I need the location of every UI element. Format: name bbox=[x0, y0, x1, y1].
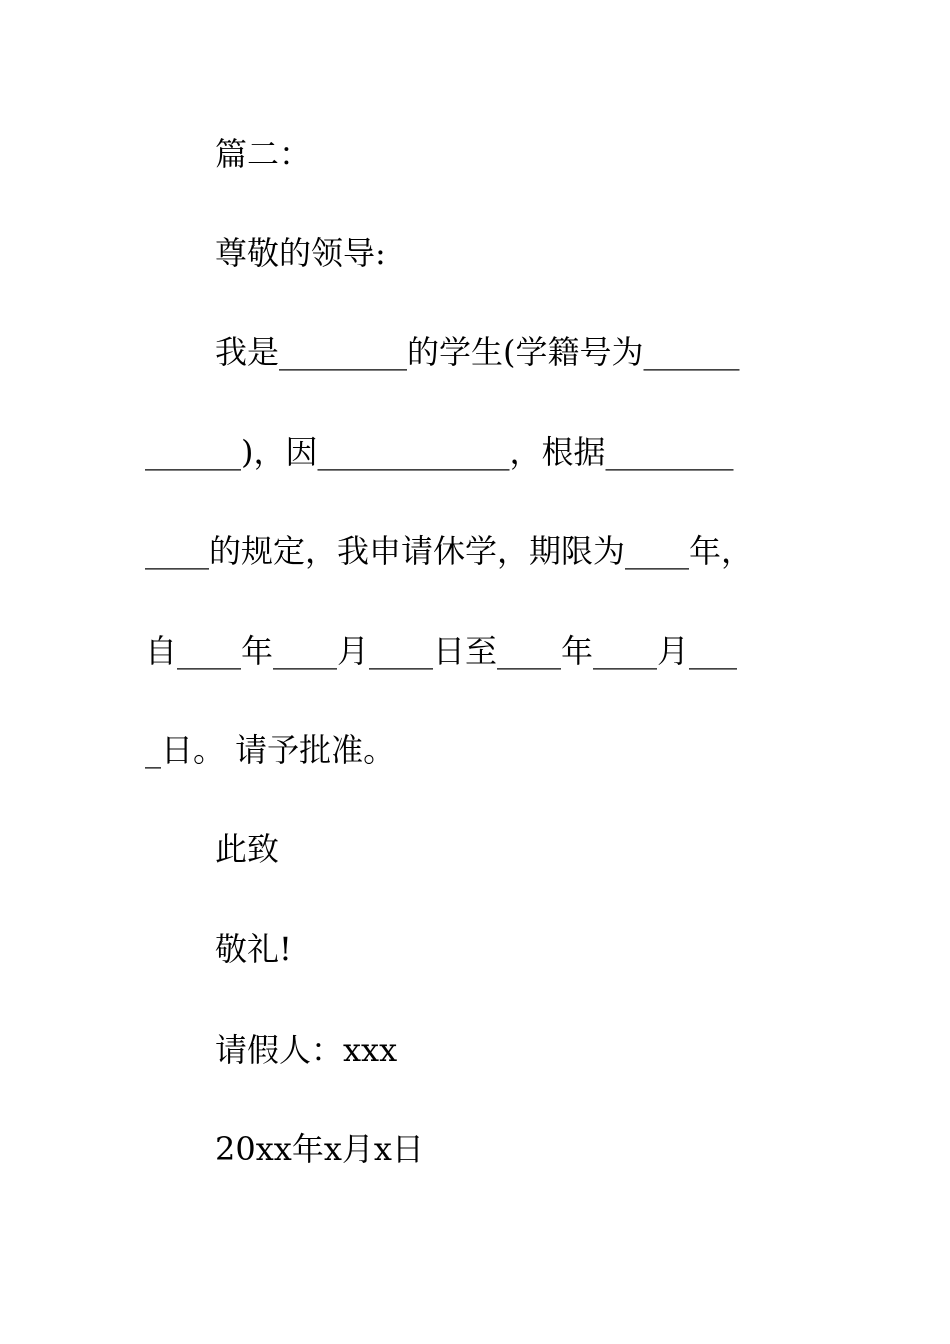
body-line-3: ____的规定，我申请休学，期限为____年， bbox=[145, 532, 754, 570]
signature-line: 请假人：xxx bbox=[215, 1031, 398, 1069]
closing-line-1: 此致 bbox=[215, 830, 280, 868]
date-line: 20xx年x月x日 bbox=[215, 1130, 424, 1168]
closing-line-2: 敬礼! bbox=[215, 930, 292, 968]
body-line-4: 自____年____月____日至____年____月___ bbox=[145, 632, 738, 670]
body-line-1: 我是________的学生(学籍号为______ bbox=[215, 333, 740, 371]
body-line-2: ______)，因____________，根据________ bbox=[145, 433, 734, 471]
body-line-5: _日。 请予批准。 bbox=[145, 731, 396, 769]
section-heading: 篇二： bbox=[215, 135, 312, 173]
salutation: 尊敬的领导: bbox=[215, 234, 386, 272]
